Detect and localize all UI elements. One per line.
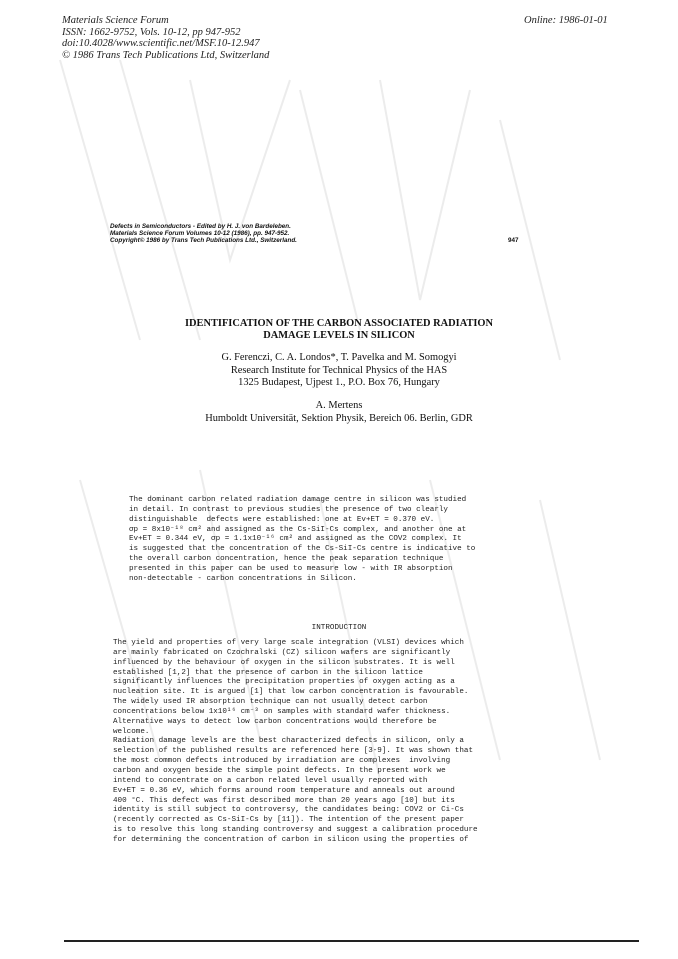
introduction-body (113, 639, 478, 846)
online-date: Online: 1986-01-01 (524, 15, 608, 26)
book-info-copyright: Copyright© 1986 by Trans Tech Publications Ltd., Switzerland. (110, 237, 297, 245)
intro-line: selection of the published results are referenced here [3-9]. It was shown that (113, 747, 474, 756)
intro-line: 400 °C. This defect was first described more than 20 years ago [10] but its (113, 796, 455, 805)
abstract-line: distinguishable defects were established: one at Ev+ET = 0.370 eV. (129, 515, 435, 524)
page-number: 947 (508, 237, 519, 245)
intro-line: influenced by the behaviour of oxygen in the silicon substrates. It is well (113, 658, 455, 667)
affiliation-2: Humboldt Universität, Sektion Physik, Bereich 06. Berlin, GDR (205, 412, 473, 424)
journal-name: Materials Science Forum (62, 15, 169, 26)
abstract-line: Ev+ET = 0.344 eV, σp = 1.1x10⁻¹⁶ cm² and assigned as the COV2 complex. It (129, 535, 462, 544)
abstract-line: in detail. In contrast to previous studies the presence of two clearly (129, 505, 448, 514)
intro-line: are mainly fabricated on Czochralski (CZ) silicon wafers are significantly (113, 648, 451, 657)
abstract-line: σp = 8x10⁻¹⁸ cm² and assigned as the Cs-SiI-Cs complex, and another one at (129, 525, 467, 534)
affiliation-address: 1325 Budapest, Ujpest 1., P.O. Box 76, Hungary (238, 377, 440, 388)
section-heading-introduction: INTRODUCTION (311, 624, 367, 632)
issn-line: ISSN: 1662-9752, Vols. 10-12, pp 947-952 (62, 26, 241, 38)
abstract (129, 496, 475, 585)
intro-line: intend to concentrate on a carbon related level usually reported with (113, 776, 428, 785)
intro-line: significantly influences the precipitation properties of oxygen acting as a (113, 678, 455, 687)
intro-line: The yield and properties of very large scale integration (VLSI) devices which (113, 639, 464, 647)
intro-line: Radiation damage levels are the best characterized defects in silicon, only a (113, 737, 464, 746)
abstract-line: The dominant carbon related radiation damage centre in silicon was studied (129, 496, 467, 504)
abstract-line: presented in this paper can be used to measure low - with IR absorption (129, 564, 453, 573)
intro-line: the most common defects introduced by irradiation are complexes involving (113, 757, 451, 766)
intro-line: is to resolve this long standing controversy and suggest a calibration procedure (113, 826, 478, 835)
intro-line: Alternative ways to detect low carbon concentrations would therefore be (113, 717, 437, 726)
affiliation-1: Research Institute for Technical Physics of the HAS (230, 364, 448, 376)
intro-line: concentrations below 1x10¹⁶ cm⁻³ on samples with standard wafer thickness. (113, 707, 451, 716)
author-name-2: A. Mertens (315, 400, 363, 411)
intro-line: Ev+ET = 0.36 eV, which forms around room temperature and anneals out around (113, 786, 455, 795)
intro-line: welcome. (113, 727, 150, 736)
intro-line: identity is still subject to controversy, the candidates being: COV2 or Ci-Cs (113, 806, 464, 815)
bottom-rule-divider (64, 940, 639, 942)
book-info-editor: Defects in Semiconductors - Edited by H. J. von Bardeleben. (110, 223, 291, 230)
abstract-line: non-detectable - carbon concentrations in Silicon. (129, 574, 357, 583)
intro-line: (recently corrected as Cs-SiI-Cs by [11]). The intention of the present paper (113, 816, 464, 825)
intro-line: carbon and oxygen beside the simple point defects. In the present work we (113, 766, 446, 775)
abstract-line: the overall carbon concentration, hence the peak separation technique (129, 555, 444, 564)
doi-link[interactable]: doi:10.4028/www.scientific.net/MSF.10-12.947 (62, 38, 260, 49)
abstract-line: is suggested that the concentration of the Cs-SiI-Cs centre is indicative to (129, 545, 476, 554)
intro-line: nucleation site. It is argued [1] that low carbon concentration is favourable. (113, 688, 469, 697)
paper-title-line-2: DAMAGE LEVELS IN SILICON (263, 330, 415, 341)
book-info-volume: Materials Science Forum Volumes 10-12 (1986), pp. 947-952. (110, 230, 290, 238)
copyright-line: © 1986 Trans Tech Publications Ltd, Switzerland (62, 49, 270, 61)
author-names: G. Ferenczi, C. A. Londos*, T. Pavelka and M. Somogyi (221, 352, 457, 363)
intro-line: for determining the concentration of carbon in silicon using the properties of (113, 835, 469, 844)
paper-title-line-1: IDENTIFICATION OF THE CARBON ASSOCIATED RADIATION (184, 318, 494, 329)
intro-line: established [1,2] that the presence of carbon in the silicon lattice (113, 668, 423, 677)
intro-line: The widely used IR absorption technique can not usually detect carbon (113, 698, 428, 707)
